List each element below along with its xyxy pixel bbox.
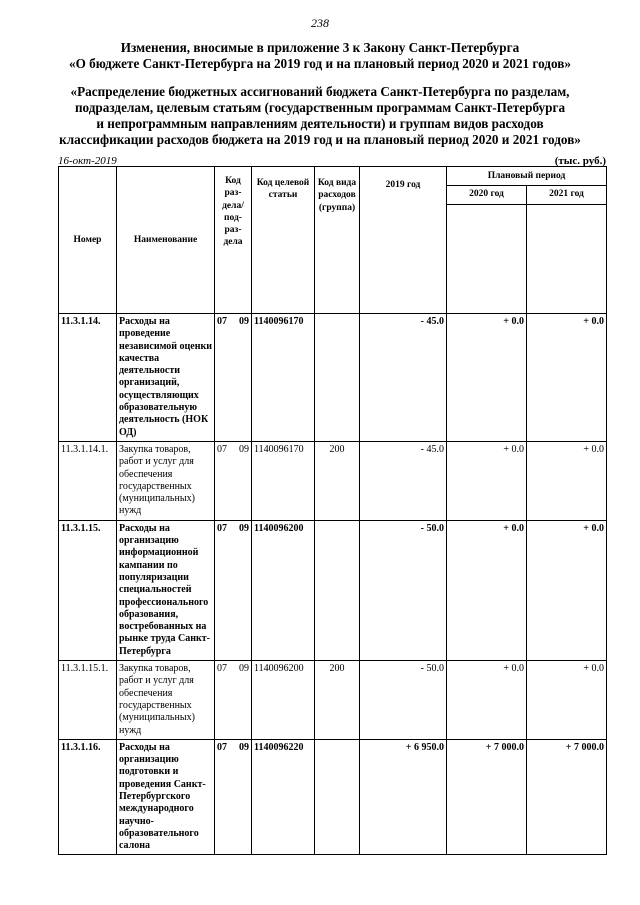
header-name: Наименование <box>117 167 215 314</box>
table-row <box>59 520 607 660</box>
title-line: Изменения, вносимые в приложение 3 к Закону Санкт-Петербурга <box>120 40 520 55</box>
header-target-code: Код целевой статьи <box>252 167 315 314</box>
row-target-code: 1140096170 <box>252 441 315 520</box>
subsection-code: 09 <box>239 443 249 455</box>
row-amount-2019: - 50.0 <box>360 661 447 740</box>
row-amount-2020: + 0.0 <box>447 441 527 520</box>
row-amount-2020: + 7 000.0 <box>447 739 527 855</box>
row-expense-kind-code <box>315 739 360 855</box>
appendix-title-line: и непрограммным направлениям деятельности) и группам видов расходов <box>96 116 544 131</box>
section-code: 07 <box>217 522 227 534</box>
subsection-code: 09 <box>239 663 249 675</box>
row-amount-2021: + 0.0 <box>527 441 607 520</box>
document-title <box>30 40 610 72</box>
row-amount-2019: - 45.0 <box>360 441 447 520</box>
subsection-code: 09 <box>239 522 249 534</box>
row-amount-2021: + 0.0 <box>527 520 607 660</box>
title-line: «О бюджете Санкт-Петербурга на 2019 год и на плановый период 2020 и 2021 годов» <box>69 56 571 71</box>
row-expense-kind-code: 200 <box>315 661 360 740</box>
row-amount-2019: + 6 950.0 <box>360 739 447 855</box>
row-amount-2021: + 7 000.0 <box>527 739 607 855</box>
header-spacer <box>447 205 527 314</box>
row-section-code <box>215 661 252 740</box>
unit-label: (тыс. руб.) <box>554 155 606 167</box>
header-year-2020: 2020 год <box>447 186 527 205</box>
row-amount-2020: + 0.0 <box>447 520 527 660</box>
header-year-2019: 2019 год <box>360 167 447 314</box>
row-number: 11.3.1.14.1. <box>59 441 117 520</box>
subsection-code: 09 <box>239 316 249 327</box>
header-year-2021: 2021 год <box>527 186 607 205</box>
row-name: Расходы на проведение независимой оценки качества деятельности организаций, осуществляющих образовательную деятельность (НОК ОД) <box>117 314 215 442</box>
row-name: Закупка товаров, работ и услуг для обеспечения государственных (муниципальных) нужд <box>117 661 215 740</box>
section-code: 07 <box>217 663 227 675</box>
table-row <box>59 661 607 740</box>
section-code: 07 <box>217 443 227 455</box>
row-expense-kind-code <box>315 314 360 442</box>
header-expense-kind-code: Код вида расходов (группа) <box>315 167 360 314</box>
document-date: 16-окт-2019 <box>58 155 117 167</box>
row-target-code: 1140096170 <box>252 314 315 442</box>
header-number: Номер <box>59 167 117 314</box>
table-row <box>59 314 607 442</box>
row-number: 11.3.1.16. <box>59 739 117 855</box>
appendix-title-line: классификации расходов бюджета на 2019 год и на плановый период 2020 и 2021 годов» <box>59 132 581 147</box>
row-target-code: 1140096220 <box>252 739 315 855</box>
row-amount-2021: + 0.0 <box>527 661 607 740</box>
appendix-title-line: подразделам, целевым статьям (государственным программам Санкт-Петербурга <box>74 100 566 115</box>
row-amount-2020: + 0.0 <box>447 661 527 740</box>
budget-table <box>58 166 607 855</box>
row-number: 11.3.1.14. <box>59 314 117 442</box>
row-target-code: 1140096200 <box>252 661 315 740</box>
table-row <box>59 441 607 520</box>
row-number: 11.3.1.15.1. <box>59 661 117 740</box>
row-name: Закупка товаров, работ и услуг для обеспечения государственных (муниципальных) нужд <box>117 441 215 520</box>
header-spacer <box>527 205 607 314</box>
appendix-title <box>30 84 610 148</box>
subsection-code: 09 <box>239 741 249 753</box>
header-section-code: Код раз-дела/ под-раз-дела <box>215 167 252 314</box>
section-code: 07 <box>217 316 227 327</box>
row-amount-2021: + 0.0 <box>527 314 607 442</box>
header-planned-period: Плановый период <box>447 167 607 186</box>
row-section-code <box>215 314 252 442</box>
row-amount-2020: + 0.0 <box>447 314 527 442</box>
row-name: Расходы на организацию подготовки и проведения Санкт-Петербургского международного научно-образовательного салона <box>117 739 215 855</box>
row-expense-kind-code: 200 <box>315 441 360 520</box>
row-target-code: 1140096200 <box>252 520 315 660</box>
row-section-code <box>215 739 252 855</box>
table-row <box>59 739 607 855</box>
page-number: 238 <box>311 16 329 30</box>
row-number: 11.3.1.15. <box>59 520 117 660</box>
appendix-title-line: «Распределение бюджетных ассигнований бюджета Санкт-Петербурга по разделам, <box>70 84 570 99</box>
row-expense-kind-code <box>315 520 360 660</box>
section-code: 07 <box>217 741 227 753</box>
row-section-code <box>215 520 252 660</box>
row-amount-2019: - 50.0 <box>360 520 447 660</box>
row-amount-2019: - 45.0 <box>360 314 447 442</box>
row-section-code <box>215 441 252 520</box>
row-name: Расходы на организацию информационной кампании по популяризации специальностей профессионального образования, востребованных на рынке труда Санкт-Петербурга <box>117 520 215 660</box>
